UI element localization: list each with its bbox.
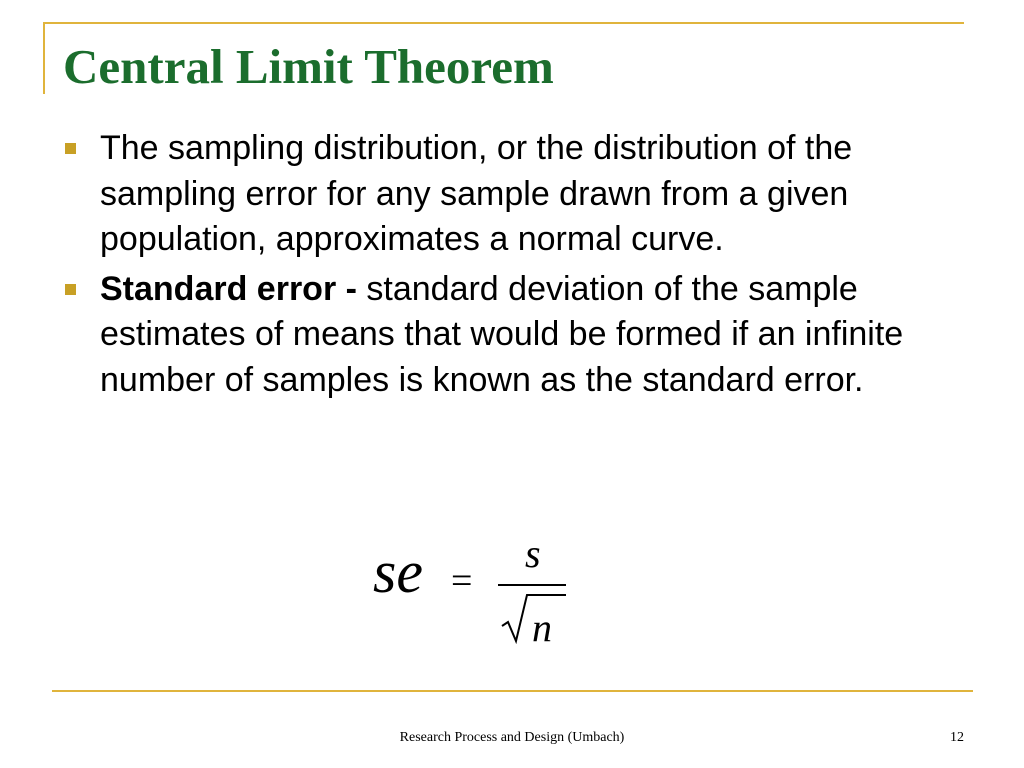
footer-text: Research Process and Design (Umbach) bbox=[399, 730, 625, 745]
slide-title: Central Limit Theorem bbox=[63, 39, 554, 94]
square-bullet-icon bbox=[65, 284, 76, 295]
slide-number: 12 bbox=[950, 730, 964, 745]
bullet-item-standard-error bbox=[62, 267, 942, 404]
bullet-text: standard deviation of the sample estimates of means that would be formed if an infinite number of samples is known as the standard error. bbox=[100, 269, 904, 399]
formula-equals: = bbox=[451, 560, 473, 602]
standard-error-formula bbox=[373, 530, 583, 660]
footer-line bbox=[52, 690, 973, 692]
formula-lhs: se bbox=[373, 539, 423, 605]
formula-numerator: s bbox=[525, 531, 541, 576]
bullet-text: The sampling distribution, or the distribution of the sampling error for any sample drawn from a given population, approximates a normal curve. bbox=[100, 129, 853, 258]
frame-top-line bbox=[43, 22, 964, 24]
square-bullet-icon bbox=[65, 143, 76, 154]
formula-denominator: n bbox=[532, 605, 552, 650]
bullet-item-sampling-distribution bbox=[62, 126, 942, 263]
bullet-list bbox=[62, 126, 942, 407]
fraction-bar bbox=[498, 584, 566, 586]
frame-left-line bbox=[43, 22, 45, 94]
bullet-term: Standard error - bbox=[100, 269, 357, 308]
